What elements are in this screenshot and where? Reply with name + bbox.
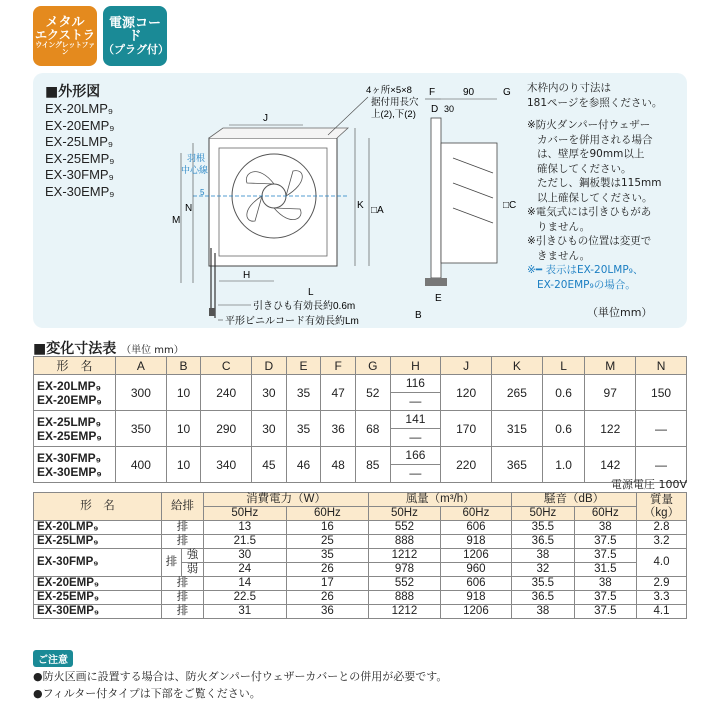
holes-note: 4ヶ所×5×8	[366, 85, 412, 96]
col-header: 形 名	[34, 493, 162, 521]
col-header: 60Hz	[574, 507, 636, 521]
col-header: J	[441, 357, 492, 375]
note-line: は、壁厚を90mm以上	[537, 148, 645, 160]
table-row	[34, 605, 687, 619]
caution-line: ●防火区画に設置する場合は、防火ダンパー付ウェザーカバーとの併用が必要です。	[33, 670, 448, 683]
col-header: M	[585, 357, 636, 375]
col-header: H	[390, 357, 441, 375]
cell: 30	[204, 549, 287, 563]
outline-drawing	[163, 83, 523, 328]
cell: —	[409, 466, 422, 480]
cell: 14	[204, 577, 287, 591]
dims-unit: （単位 mm）	[121, 345, 184, 356]
outline-model: EX-20LMP₉	[45, 101, 114, 116]
cell: 排	[162, 577, 204, 591]
outline-model-list	[45, 101, 114, 200]
cell: 25	[286, 535, 369, 549]
cell: 排	[162, 591, 204, 605]
model-cell: EX-20EMP₉	[34, 577, 162, 591]
badge-group	[33, 6, 167, 66]
cell: 38	[574, 521, 636, 535]
metal-extra-badge	[33, 6, 97, 66]
note-line: 木枠内のり寸法は	[527, 82, 611, 94]
model-name: EX-30FMP₉	[37, 450, 102, 465]
caution-block	[33, 648, 447, 701]
cell: 38	[574, 577, 636, 591]
outline-model: EX-30EMP₉	[45, 183, 115, 199]
cell: 36.5	[512, 591, 574, 605]
cell: 888	[369, 535, 441, 549]
holes-leader	[328, 97, 368, 135]
cell: 38	[512, 549, 574, 563]
cell: 37.5	[574, 535, 636, 549]
side-plate	[431, 118, 441, 278]
cell: 24	[204, 563, 287, 577]
dim-30-label: 30	[444, 104, 455, 114]
cell: 26	[286, 591, 369, 605]
cell: 4.1	[637, 605, 687, 619]
dim-h-label: H	[243, 270, 251, 281]
cell: 17	[286, 577, 369, 591]
cell: 排	[162, 535, 204, 549]
cell: 340	[201, 447, 252, 483]
cell: —	[636, 447, 687, 483]
col-header: 60Hz	[440, 507, 512, 521]
cell: 弱	[182, 563, 204, 577]
cell: 37.5	[574, 549, 636, 563]
cell: 47	[321, 375, 356, 411]
model-name: EX-25LMP₉	[37, 414, 102, 429]
mass-unit: （kg）	[643, 506, 680, 519]
model-cell	[34, 411, 116, 447]
col-header: 形 名	[34, 357, 116, 375]
unit-note: （単位mm）	[587, 306, 653, 319]
badge-line: （プラグ付）	[103, 42, 169, 56]
col-header: 60Hz	[286, 507, 369, 521]
cell: 10	[166, 411, 201, 447]
cell: 4.0	[637, 549, 687, 577]
cell: 31	[204, 605, 287, 619]
dims-heading	[33, 338, 184, 358]
outline-model: EX-20EMP₉	[45, 117, 115, 133]
outline-model: EX-25LMP₉	[45, 134, 114, 149]
cell: 32	[512, 563, 574, 577]
table-row	[34, 577, 687, 591]
table-row	[34, 535, 687, 549]
cell: 918	[440, 591, 512, 605]
table-row	[34, 411, 687, 447]
cell: 978	[369, 563, 441, 577]
cord-plug	[209, 308, 215, 316]
cell: 36	[286, 605, 369, 619]
cell: 26	[286, 563, 369, 577]
cell: 166	[391, 447, 441, 465]
notes-block	[527, 81, 687, 319]
model-name: EX-20LMP₉	[37, 378, 102, 393]
dim-d-label: D	[431, 104, 439, 115]
offset-label: 5	[200, 188, 205, 197]
h-cell	[390, 411, 441, 447]
cell: 16	[286, 521, 369, 535]
note-line: ただし、鋼板製は115mm	[537, 177, 662, 189]
dim-c-label: □C	[503, 200, 517, 211]
cell: 888	[369, 591, 441, 605]
voltage-note: 電源電圧 100V	[610, 478, 687, 491]
model-cell	[34, 447, 116, 483]
badge-line: ウイングレットファン	[35, 40, 95, 57]
col-header: 風量（m³/h）	[369, 493, 512, 507]
top-flange	[209, 128, 348, 138]
note-line: ※電気式には引きひもがあ	[527, 206, 652, 218]
cell: 0.6	[542, 375, 585, 411]
cell: —	[636, 411, 687, 447]
note-line: りません。	[537, 220, 591, 233]
note-line: EX-20EMP₉の場合。	[537, 278, 636, 291]
col-header: 50Hz	[204, 507, 287, 521]
cell: 2.9	[637, 577, 687, 591]
cell: 37.5	[574, 605, 636, 619]
cell: 220	[441, 447, 492, 483]
note-line: 確保してください。	[537, 162, 632, 175]
cell: 3.2	[637, 535, 687, 549]
model-cell	[34, 375, 116, 411]
dimension-table	[33, 356, 687, 483]
cell: 918	[440, 535, 512, 549]
dim-g-label: G	[503, 87, 511, 98]
cell: 1212	[369, 549, 441, 563]
cell: 45	[252, 447, 287, 483]
cell: —	[409, 430, 422, 444]
cell: 30	[252, 411, 287, 447]
holes-note: 据付用長穴	[371, 97, 419, 108]
note-line: ※防火ダンパー付ウェザー	[527, 119, 651, 131]
h-cell	[390, 375, 441, 411]
dim-f-label: F	[429, 87, 436, 98]
cell: 35.5	[512, 521, 574, 535]
dim-90-label: 90	[463, 87, 475, 98]
h-cell	[390, 447, 441, 483]
cell: 35	[286, 549, 369, 563]
badge-line: エクストラ	[35, 28, 95, 43]
cell: 21.5	[204, 535, 287, 549]
note-line: カバーを併用される場合	[537, 133, 653, 146]
cell: 46	[286, 447, 321, 483]
cell: 排	[162, 521, 204, 535]
power-cord-badge	[103, 6, 167, 66]
performance-table	[33, 492, 687, 619]
model-cell: EX-20LMP₉	[34, 521, 162, 535]
col-header: C	[201, 357, 252, 375]
cell: 85	[355, 447, 390, 483]
model-cell: EX-30EMP₉	[34, 605, 162, 619]
holes-note: 上(2),下(2)	[371, 109, 416, 120]
outline-model: EX-25EMP₉	[45, 150, 115, 166]
note-line: 181ページを参照ください。	[527, 96, 663, 109]
dim-k-label: K	[357, 200, 364, 211]
cell: 400	[116, 447, 167, 483]
center-label: 中心線	[181, 165, 209, 175]
badge-line: メタル	[45, 14, 85, 30]
model-name: EX-25EMP₉	[37, 428, 102, 443]
col-header: F	[321, 357, 356, 375]
note-line: きません。	[537, 249, 591, 262]
col-header: 騒音（dB）	[512, 493, 637, 507]
cell: 365	[492, 447, 543, 483]
cell: 1.0	[542, 447, 585, 483]
dim-e-label: E	[435, 293, 442, 304]
table-row	[34, 549, 687, 563]
model-name: EX-30EMP₉	[37, 464, 102, 479]
cell: 142	[585, 447, 636, 483]
cell: 強	[182, 549, 204, 563]
cell: 36	[321, 411, 356, 447]
cell: 31.5	[574, 563, 636, 577]
cell: 排	[162, 549, 182, 577]
mass-header: 質量	[650, 493, 673, 506]
model-name: EX-20EMP₉	[37, 392, 102, 407]
model-cell: EX-25EMP₉	[34, 591, 162, 605]
col-header: G	[355, 357, 390, 375]
cell: 1206	[440, 605, 512, 619]
cell: 52	[355, 375, 390, 411]
outline-panel	[33, 73, 687, 328]
col-header: 50Hz	[512, 507, 574, 521]
caution-tag: ご注意	[33, 650, 73, 667]
col-header: E	[286, 357, 321, 375]
cell: 122	[585, 411, 636, 447]
cord-note: 引きひも有効長約0.6m	[253, 301, 356, 312]
cell: 22.5	[204, 591, 287, 605]
note-line: ※引きひもの位置は変更で	[527, 235, 652, 247]
col-header: 50Hz	[369, 507, 441, 521]
col-header: A	[116, 357, 167, 375]
cell: 48	[321, 447, 356, 483]
cell: 1206	[440, 549, 512, 563]
table-row	[34, 375, 687, 411]
cell: 35	[286, 375, 321, 411]
cell: 36.5	[512, 535, 574, 549]
cell: 37.5	[574, 591, 636, 605]
cell: 30	[252, 375, 287, 411]
cell: 38	[512, 605, 574, 619]
col-header: N	[636, 357, 687, 375]
outline-heading: ■外形図	[45, 84, 101, 100]
table-row	[34, 521, 687, 535]
col-header: K	[492, 357, 543, 375]
col-header: 消費電力（W）	[204, 493, 369, 507]
center-label: 羽根	[187, 153, 206, 163]
cord-note: 平形ビニルコード有効長約Lm	[225, 316, 359, 327]
cell: 552	[369, 577, 441, 591]
cell: 10	[166, 447, 201, 483]
cell: 13	[204, 521, 287, 535]
table-row	[34, 447, 687, 483]
cell: 35	[286, 411, 321, 447]
cell: 10	[166, 375, 201, 411]
cell: 97	[585, 375, 636, 411]
col-header: 給排	[162, 493, 204, 521]
table-header-row	[34, 357, 687, 375]
dim-a-label: □A	[371, 205, 384, 216]
cell: —	[409, 394, 422, 408]
badge-line: 電源コード	[108, 15, 161, 45]
cell: 960	[440, 563, 512, 577]
dim-m-label: M	[172, 215, 181, 226]
note-line: ※━ 表示はEX-20LMP₉、	[527, 264, 644, 276]
table-row	[34, 591, 687, 605]
caution-line: ●フィルター付タイプは下部をご覧ください。	[33, 687, 261, 700]
cell: 350	[116, 411, 167, 447]
cell: 120	[441, 375, 492, 411]
table-header-row	[34, 493, 687, 507]
dims-title: ■変化寸法表	[33, 341, 117, 357]
note-line: 以上確保してください。	[537, 191, 653, 204]
cell: 35.5	[512, 577, 574, 591]
dim-l-label: L	[308, 287, 314, 298]
side-body	[441, 143, 497, 263]
cell: 315	[492, 411, 543, 447]
cell: 116	[391, 375, 441, 393]
cell: 300	[116, 375, 167, 411]
cell: 2.8	[637, 521, 687, 535]
model-cell: EX-30FMP₉	[34, 549, 162, 577]
col-header: B	[166, 357, 201, 375]
dim-b-label: B	[415, 310, 422, 321]
cell: 排	[162, 605, 204, 619]
cell: 170	[441, 411, 492, 447]
cell: 68	[355, 411, 390, 447]
cell: 150	[636, 375, 687, 411]
cell: 141	[391, 411, 441, 429]
cell: 290	[201, 411, 252, 447]
cell: 552	[369, 521, 441, 535]
cell: 240	[201, 375, 252, 411]
model-cell: EX-25LMP₉	[34, 535, 162, 549]
dim-n-label: N	[185, 203, 193, 214]
side-foot	[425, 278, 447, 286]
cell: 0.6	[542, 411, 585, 447]
col-header: L	[542, 357, 585, 375]
col-header	[637, 493, 687, 521]
outline-model: EX-30FMP₉	[45, 167, 114, 182]
cell: 606	[440, 577, 512, 591]
cell: 265	[492, 375, 543, 411]
col-header: D	[252, 357, 287, 375]
dim-j-label: J	[263, 113, 268, 124]
cell: 1212	[369, 605, 441, 619]
cell: 3.3	[637, 591, 687, 605]
cell: 606	[440, 521, 512, 535]
